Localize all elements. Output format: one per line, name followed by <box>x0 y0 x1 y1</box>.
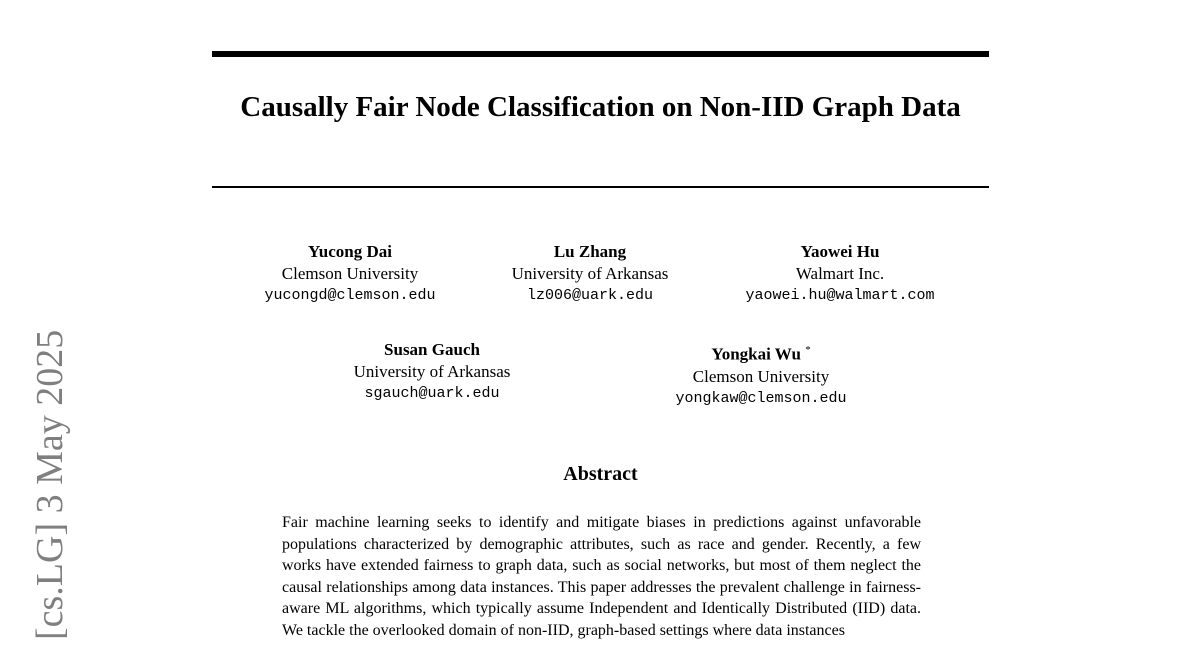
abstract-heading: Abstract <box>563 463 638 485</box>
author-affiliation: Walmart Inc. <box>795 264 885 283</box>
author-block-2 <box>460 241 720 307</box>
author-footnote-mark: * <box>805 344 811 356</box>
arxiv-identifier-stamp: [cs.LG] 3 May 2025 <box>29 329 71 640</box>
author-email: sgauch@uark.edu <box>364 385 500 402</box>
title-bottom-rule <box>212 186 989 188</box>
author-block-4 <box>302 339 562 405</box>
author-email: yaowei.hu@walmart.com <box>745 287 935 304</box>
author-affiliation: Clemson University <box>281 264 419 283</box>
author-name: Yucong Dai <box>308 242 392 261</box>
author-name: Susan Gauch <box>384 340 480 359</box>
author-block-3 <box>710 241 970 307</box>
author-name-line <box>631 339 891 366</box>
paper-title: Causally Fair Node Classification on Non-IID Graph Data <box>240 91 961 123</box>
author-block-1 <box>220 241 480 307</box>
author-email: yongkaw@clemson.edu <box>675 389 847 407</box>
author-email: yucongd@clemson.edu <box>264 287 436 304</box>
abstract-text: Fair machine learning seeks to identify and mitigate biases in predictions against unfavorable populations characterized by demographic attributes, such as race and gender. Recently, a few works have extended fairness to graph data, such as social networks, but most of them neglect the causal relationships among data instances. This paper addresses the prevalent challenge in fairness-aware ML algorithms, which typically assume Independent and Identically Distributed (IID) data. We tackle the overlooked domain of non-IID, graph-based settings where data instances <box>282 514 921 639</box>
author-affiliation: University of Arkansas <box>511 264 669 283</box>
author-name: Yaowei Hu <box>800 242 880 261</box>
author-name: Lu Zhang <box>553 242 627 261</box>
author-name: Yongkai Wu <box>711 344 801 364</box>
author-affiliation: Clemson University <box>692 366 830 386</box>
title-top-rule <box>212 51 989 57</box>
author-block-5 <box>631 339 891 410</box>
author-email: lz006@uark.edu <box>526 287 654 304</box>
author-affiliation: University of Arkansas <box>353 362 511 381</box>
